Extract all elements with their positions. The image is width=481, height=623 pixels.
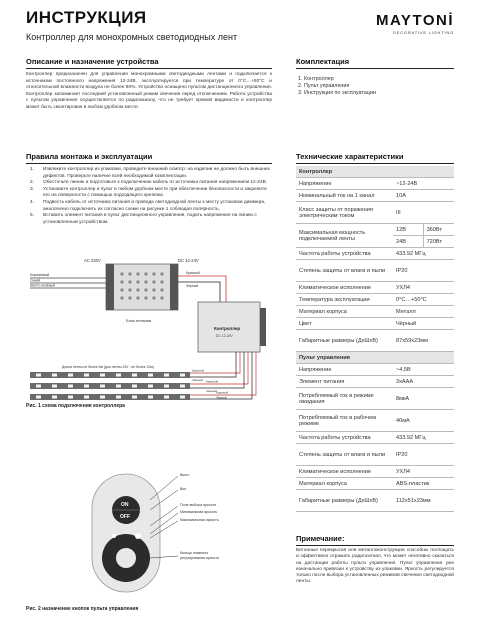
figure1-caption: Рис. 1 схема подключения контроллера — [26, 403, 125, 409]
table-row: Цвет Чёрный — [296, 318, 454, 330]
table-row: Степень защиты от влаги и пыли IP20 — [296, 260, 454, 282]
off-label: OFF — [120, 514, 130, 520]
wire-label: Синий — [30, 278, 41, 283]
package-heading: Комплектация — [296, 57, 350, 66]
table-row: Напряжение ~12-24В — [296, 178, 454, 190]
package-item: 1. Контроллер — [298, 76, 334, 82]
table-row: Частота работы устройства 433.92 МГц — [296, 248, 454, 260]
out-label: Чёрный — [216, 395, 227, 400]
out-label: Чёрный — [206, 389, 217, 393]
package-rule — [296, 68, 454, 69]
note-text: Бетонные перекрытия или металлоконструкции способны поглощать и эффективно отражать радиосигнал, что может негативно сказаться на дистанции работы пульта управления. Пульт управления уже изначально привязан к устройству из упаковки. Яркость регулируется только после выбора установленных режимов свечения светодиодной ленты. — [296, 548, 454, 585]
rules-item: 3. Установите контроллер и пульт в любом удобном месте при обеспечении безопасности и закрепите его на поверхности с помощью подходящего крепежа. — [30, 186, 267, 199]
table-row: Напряжение ~4,5В — [296, 364, 454, 376]
controller-terminal — [260, 308, 266, 346]
brightness-center — [116, 548, 136, 568]
rules-rule — [26, 163, 272, 164]
rules-item: 1. Извлеките контроллер из упаковки, проведите внешний осмотр: на изделии не должно быть внешних дефектов. Проверьте наличие всей необходимой комплектации. — [30, 167, 271, 179]
package-item: 2. Пульт управления — [298, 83, 350, 90]
table-row: Температура эксплуатации 0°С…+50°С — [296, 294, 454, 306]
note-heading: Примечание: — [296, 534, 345, 543]
specs-heading: Технические характеристики — [296, 152, 404, 161]
psu-terminal-left — [106, 264, 114, 310]
wiring-diagram — [26, 252, 276, 400]
power-supply — [106, 264, 178, 310]
rules-heading: Правила монтажа и эксплуатации — [26, 152, 153, 161]
callout-brightness-field: Поле выбора яркости — [180, 503, 217, 507]
table-row: Степень защиты от влаги и пыли IP20 — [296, 444, 454, 466]
callout-off: Выкл. — [180, 473, 190, 477]
rules-list — [30, 167, 270, 226]
package-list — [298, 76, 454, 98]
table-row: Максимальная мощность подключаемой ленты 12В 360Вт — [296, 224, 454, 236]
led-strip-2 — [30, 383, 190, 389]
max-brightness-dot — [135, 533, 141, 539]
table-row: Материал корпуса ABS-пластик — [296, 478, 454, 490]
table-row: Габаритные размеры (ДхШхВ) 87х59х23мм — [296, 330, 454, 352]
table-row: 24В 720Вт — [296, 236, 454, 248]
out-label: Чёрный — [192, 378, 203, 382]
description-text: Контроллер предназначен для управления монохромными светодиодными лентами и подключается к источникам постоянного напряжения 12-24В, эксплуатируется при температуре от 0°С…+50°С и относительной влажности воздуха не более 80%. Устройство оснащено пультом дистанционного управления. Контроллер запоминает последний установленный режим свечения перед отключением. Работа устройства с пультом управления осуществляется по радиоканалу, что не требует прямой видимости и контроллер может быть смонтирован в любом удобном месте. — [26, 72, 272, 110]
wire-label: Коричневый — [30, 273, 50, 277]
note-rule — [296, 545, 454, 546]
psu-label: Блок питания — [126, 318, 152, 323]
specs-rule — [296, 163, 454, 164]
out-label: Красный — [192, 368, 205, 373]
controller-label: Контроллер — [214, 326, 241, 331]
table-row: Номинальный ток на 1 канал 10А — [296, 190, 454, 202]
dc-label: DC 12-24V — [178, 258, 199, 263]
package-item: 3. Инструкция по эксплуатации — [298, 90, 376, 97]
led-strip-3 — [30, 394, 190, 400]
table-row: Элемент питания 3хААА — [296, 376, 454, 388]
dc-wire-red — [178, 276, 226, 302]
led-strip-1 — [30, 372, 190, 378]
table-row: Климатическое исполнение УХЛ4 — [296, 282, 454, 294]
table-row: Класс защиты от поражения электрическим током III — [296, 202, 454, 224]
description-heading: Описание и назначение устройства — [26, 57, 159, 66]
rules-item: 5. Вставить элемент питания в пульт дистанционного управления, подать напряжение на линию с установленным устройством. — [30, 213, 257, 225]
figure2-caption: Рис. 2 назначение кнопок пульта управления — [26, 606, 139, 612]
table-row: Потребляемый ток в режиме ожидания 8мкА — [296, 388, 454, 410]
dc-wire-label: Красный — [186, 271, 200, 275]
table-section-header: Контроллер — [296, 166, 454, 178]
table-row: Материал корпуса Металл — [296, 306, 454, 318]
description-rule — [26, 68, 272, 69]
min-brightness-dot — [112, 534, 116, 538]
controller-sublabel: DC 12-24V — [216, 334, 233, 338]
ac-label: AC 230V — [84, 258, 101, 263]
brand-logo: MAYTONİ — [375, 12, 454, 29]
callout-on: Вкл. — [180, 487, 188, 491]
table-section-header: Пульт управления — [296, 352, 454, 364]
strip-note: Длина ленты не более 5м (для ленты 24V - не более 10м) — [62, 365, 154, 369]
out-label: Красный — [206, 379, 219, 384]
table-row: Габаритные размеры (ДхШхВ) 112х51х23мм — [296, 490, 454, 512]
brand-tagline: DECORATIVE LIGHTING — [393, 30, 454, 35]
rules-item: 4. Подвесть кабель от источника питания и провода светодиодной ленты к месту установки диммера, аналогично подключить их согласно схеме на рисунке 1 соблюдая полярность. — [30, 199, 266, 212]
table-row: Климатическое исполнение УХЛ4 — [296, 466, 454, 478]
callout-min-brightness: Минимальная яркость — [180, 510, 218, 514]
specs-table — [296, 166, 454, 512]
dc-wire-label: Чёрный — [186, 284, 199, 288]
psu-terminal-right — [170, 264, 178, 310]
table-row: Частота работы устройства 433.92 МГц — [296, 432, 454, 444]
page-title: ИНСТРУКЦИЯ — [26, 8, 147, 27]
table-row: Потребляемый ток в рабочем режиме 40мА — [296, 410, 454, 432]
callout-max-brightness: Максимальная яркость — [180, 518, 219, 522]
on-label: ON — [121, 502, 129, 508]
callout-ring: Кольцо плавного регулирования яркости — [180, 551, 219, 560]
out-label: Красный — [216, 390, 229, 395]
page-subtitle: Контроллер для монохромных светодиодных лент — [26, 32, 238, 42]
rules-item: 2. Обесточьте линию и подготовьте к подключению кабель от источника питания напряжением 12-24В. — [30, 180, 268, 186]
wire-label: Жёлто-зелёный — [30, 283, 55, 288]
dc-wire-black — [178, 282, 220, 302]
